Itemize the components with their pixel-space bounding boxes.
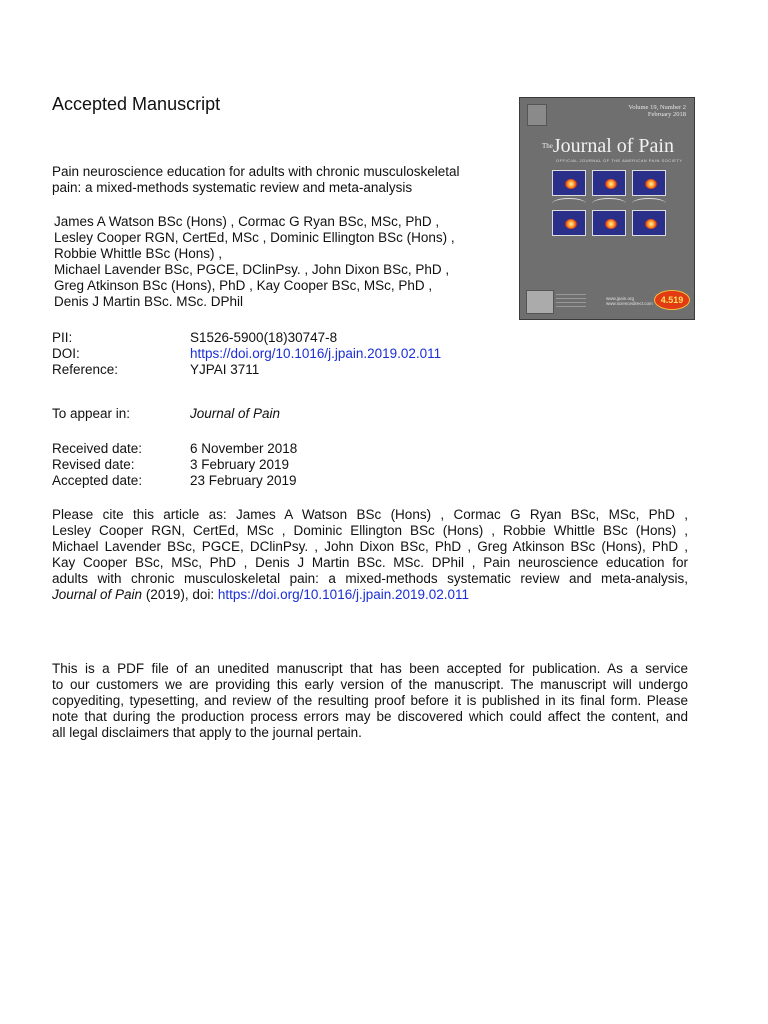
cover-curve [552, 198, 586, 209]
citation-line: adults with chronic musculoskeletal pain: a mixed-methods systematic review and meta-analysis, [52, 571, 688, 586]
cover-heatmap-tile [552, 210, 586, 236]
journal-cover-image [519, 97, 695, 320]
citation-year: (2019), doi: [142, 587, 218, 602]
citation-line: Lesley Cooper RGN, CertEd, MSc , Dominic Ellington BSc (Hons) , Robbie Whittle BSc (Hons) , [52, 523, 688, 538]
author-line: Michael Lavender BSc, PGCE, DClinPsy. , John Dixon BSc, PhD , [54, 262, 450, 277]
doi-link[interactable]: https://doi.org/10.1016/j.jpain.2019.02.011 [190, 346, 442, 361]
article-title-line: Pain neuroscience education for adults with chronic musculoskeletal [52, 164, 460, 179]
cover-curve [632, 198, 666, 209]
cover-journal-prefix: The [542, 142, 553, 150]
elsevier-logo-icon [527, 104, 547, 126]
citation-line: Michael Lavender BSc, PGCE, DClinPsy. , John Dixon BSc, PhD , Greg Atkinson BSc (Hons), PhD , [52, 539, 688, 554]
cover-heatmap-tile [592, 170, 626, 196]
author-line: James A Watson BSc (Hons) , Cormac G Ryan BSc, MSc, PhD , [54, 214, 440, 229]
impact-factor-badge: 4.519 [654, 290, 690, 310]
citation-line: Please cite this article as: James A Watson BSc (Hons) , Cormac G Ryan BSc, MSc, PhD , [52, 507, 688, 522]
cover-url-line: www.sciencedirect.com [606, 301, 653, 306]
received-label: Received date: [52, 441, 143, 456]
cover-volume-line: Volume 19, Number 2 [628, 104, 686, 111]
pii-value: S1526-5900(18)30747-8 [190, 330, 338, 345]
cover-journal-name: Journal of Pain [552, 135, 674, 157]
doi-label: DOI: [52, 346, 80, 361]
citation-last-line [52, 587, 688, 603]
accepted-label: Accepted date: [52, 473, 143, 488]
notice-line: copyediting, typesetting, and review of the resulting proof before it is published in its final form. Please [52, 693, 688, 708]
cover-urls [606, 296, 653, 306]
article-title [52, 164, 492, 196]
received-value: 6 November 2018 [190, 441, 298, 456]
accepted-value: 23 February 2019 [190, 473, 297, 488]
revised-value: 3 February 2019 [190, 457, 290, 472]
cover-subtitle: OFFICIAL JOURNAL OF THE AMERICAN PAIN SOCIETY [556, 158, 683, 163]
author-line: Greg Atkinson BSc (Hons), PhD , Kay Cooper BSc, MSc, PhD , [54, 278, 433, 293]
notice-line: all legal disclaimers that apply to the journal pertain. [52, 725, 362, 740]
notice-line: note that during the production process errors may be discovered which could affect the content, and [52, 709, 688, 724]
society-logo-icon [526, 290, 554, 314]
cover-heatmap-tile [592, 210, 626, 236]
cover-volume-info [628, 104, 686, 118]
author-line: Robbie Whittle BSc (Hons) , [54, 246, 223, 261]
cover-heatmap-tile [632, 170, 666, 196]
citation-block [52, 507, 688, 603]
cover-url-line: www.jpain.org [606, 296, 635, 301]
cover-journal-title [542, 136, 674, 156]
cover-date-line: February 2018 [647, 111, 686, 118]
appear-value: Journal of Pain [190, 406, 281, 421]
reference-label: Reference: [52, 362, 119, 377]
pii-label: PII: [52, 330, 73, 345]
cover-heatmap-tile [632, 210, 666, 236]
appear-label: To appear in: [52, 406, 131, 421]
notice-line: to our customers we are providing this early version of the manuscript. The manuscript will undergo [52, 677, 688, 692]
citation-doi-link[interactable]: https://doi.org/10.1016/j.jpain.2019.02.011 [217, 587, 470, 602]
citation-line: Kay Cooper BSc, MSc, PhD , Denis J Martin BSc. MSc. DPhil , Pain neuroscience education for [52, 555, 688, 570]
cover-curve [592, 198, 626, 209]
author-line: Lesley Cooper RGN, CertEd, MSc , Dominic Ellington BSc (Hons) , [54, 230, 455, 245]
manuscript-notice [52, 661, 688, 741]
citation-journal: Journal of Pain [52, 587, 143, 602]
notice-line: This is a PDF file of an unedited manuscript that has been accepted for publication. As a service [52, 661, 688, 676]
article-title-line: pain: a mixed-methods systematic review and meta-analysis [52, 180, 413, 195]
revised-label: Revised date: [52, 457, 135, 472]
author-line: Denis J Martin BSc. MSc. DPhil [54, 294, 244, 309]
cover-fineprint [556, 294, 586, 295]
page-header: Accepted Manuscript [52, 94, 221, 114]
author-list [54, 214, 494, 310]
cover-heatmap-tile [552, 170, 586, 196]
reference-value: YJPAI 3711 [190, 362, 260, 377]
